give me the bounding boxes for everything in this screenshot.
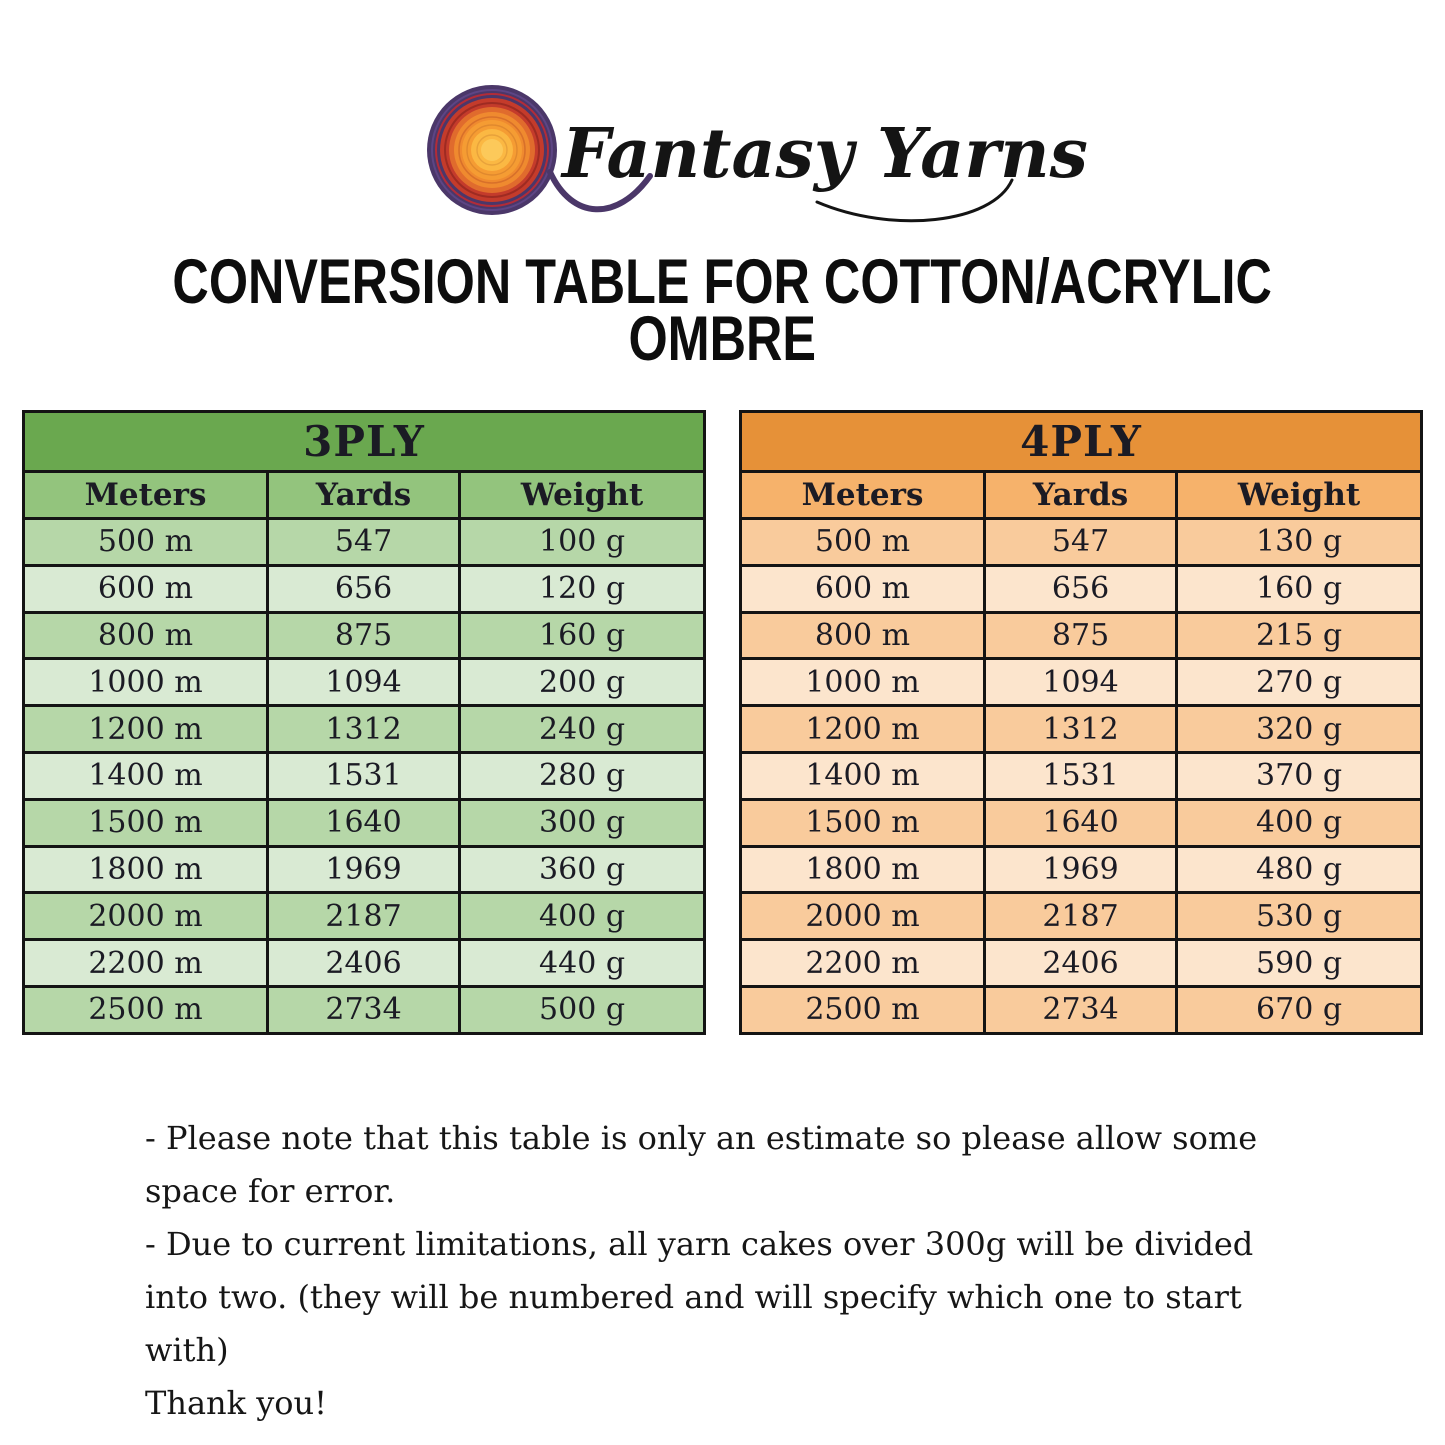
table-cell: 1800 m [741, 846, 985, 893]
yarn-ball-icon [412, 72, 1088, 237]
note-line: - Due to current limitations, all yarn cakes over 300g will be divided into two. (they will be numbered and will specify which one to start with) [145, 1225, 1254, 1369]
table-cell: 1200 m [741, 706, 985, 753]
page-title [0, 247, 1445, 374]
table-cell: 1094 [268, 659, 460, 706]
table-cell: 2500 m [741, 986, 985, 1033]
table-row [24, 799, 705, 846]
table-row [24, 893, 705, 940]
column-header: Yards [985, 472, 1177, 519]
table-columns-row [24, 472, 705, 519]
table-cell: 2187 [985, 893, 1177, 940]
table-cell: 670 g [1177, 986, 1422, 1033]
table-row [741, 565, 1422, 612]
table-title: 4PLY [741, 412, 1422, 472]
table-cell: 440 g [460, 940, 705, 987]
table-row [24, 986, 705, 1033]
table-cell: 1500 m [741, 799, 985, 846]
table-cell: 400 g [1177, 799, 1422, 846]
column-header: Meters [741, 472, 985, 519]
column-header: Meters [24, 472, 268, 519]
note-line: Thank you! [145, 1384, 328, 1422]
table-cell: 480 g [1177, 846, 1422, 893]
table-cell: 300 g [460, 799, 705, 846]
table-cell: 2500 m [24, 986, 268, 1033]
table-cell: 360 g [460, 846, 705, 893]
table-cell: 200 g [460, 659, 705, 706]
table-3ply [22, 410, 706, 1035]
table-cell: 1640 [268, 799, 460, 846]
table-row [741, 799, 1422, 846]
table-cell: 1312 [985, 706, 1177, 753]
table-cell: 500 g [460, 986, 705, 1033]
table-cell: 875 [268, 612, 460, 659]
table-row [741, 659, 1422, 706]
table-row [741, 986, 1422, 1033]
table-cell: 120 g [460, 565, 705, 612]
table-row [741, 519, 1422, 566]
table-row [24, 519, 705, 566]
table-cell: 1400 m [741, 752, 985, 799]
table-row [741, 706, 1422, 753]
table-row [741, 893, 1422, 940]
table-cell: 2734 [268, 986, 460, 1033]
table-cell: 1000 m [24, 659, 268, 706]
notes-block [145, 1112, 1315, 1430]
table-cell: 215 g [1177, 612, 1422, 659]
table-cell: 320 g [1177, 706, 1422, 753]
column-header: Weight [1177, 472, 1422, 519]
table-row [741, 752, 1422, 799]
table-title-row [24, 412, 705, 472]
brand-logo [412, 72, 1088, 237]
table-cell: 280 g [460, 752, 705, 799]
table-cell: 270 g [1177, 659, 1422, 706]
table-cell: 1531 [268, 752, 460, 799]
table-row [24, 940, 705, 987]
table-cell: 1800 m [24, 846, 268, 893]
table-cell: 1500 m [24, 799, 268, 846]
table-cell: 100 g [460, 519, 705, 566]
table-row [741, 940, 1422, 987]
table-row [24, 846, 705, 893]
note-line: - Please note that this table is only an estimate so please allow some space for error. [145, 1119, 1258, 1210]
table-cell: 1200 m [24, 706, 268, 753]
table-title: 3PLY [24, 412, 705, 472]
conversion-tables [22, 410, 1423, 1035]
table-cell: 2406 [268, 940, 460, 987]
table-cell: 547 [268, 519, 460, 566]
table-row [24, 565, 705, 612]
column-header: Yards [268, 472, 460, 519]
table-cell: 1094 [985, 659, 1177, 706]
table-cell: 500 m [741, 519, 985, 566]
table-cell: 240 g [460, 706, 705, 753]
table-cell: 530 g [1177, 893, 1422, 940]
table-columns-row [741, 472, 1422, 519]
table-row [24, 706, 705, 753]
table-cell: 500 m [24, 519, 268, 566]
table-cell: 590 g [1177, 940, 1422, 987]
table-row [741, 846, 1422, 893]
table-cell: 1000 m [741, 659, 985, 706]
table-cell: 800 m [24, 612, 268, 659]
table-cell: 547 [985, 519, 1177, 566]
table-title-row [741, 412, 1422, 472]
page-title-line2: OMBRE [628, 304, 817, 374]
table-cell: 875 [985, 612, 1177, 659]
table-row [24, 659, 705, 706]
table-cell: 400 g [460, 893, 705, 940]
table-cell: 1969 [985, 846, 1177, 893]
table-cell: 656 [268, 565, 460, 612]
table-row [24, 612, 705, 659]
table-cell: 2000 m [741, 893, 985, 940]
table-cell: 2200 m [741, 940, 985, 987]
table-cell: 2200 m [24, 940, 268, 987]
table-cell: 800 m [741, 612, 985, 659]
table-cell: 656 [985, 565, 1177, 612]
table-cell: 370 g [1177, 752, 1422, 799]
table-cell: 2406 [985, 940, 1177, 987]
table-row [741, 612, 1422, 659]
table-cell: 1640 [985, 799, 1177, 846]
table-cell: 600 m [24, 565, 268, 612]
table-cell: 2187 [268, 893, 460, 940]
table-cell: 160 g [460, 612, 705, 659]
table-cell: 1969 [268, 846, 460, 893]
page-title-line1: CONVERSION TABLE FOR COTTON/ACRYLIC [172, 247, 1273, 317]
table-cell: 2000 m [24, 893, 268, 940]
table-cell: 2734 [985, 986, 1177, 1033]
table-4ply [739, 410, 1423, 1035]
table-cell: 1312 [268, 706, 460, 753]
table-row [24, 752, 705, 799]
table-cell: 600 m [741, 565, 985, 612]
table-cell: 160 g [1177, 565, 1422, 612]
table-cell: 130 g [1177, 519, 1422, 566]
brand-name: Fantasy Yarns [562, 114, 1088, 194]
table-cell: 1531 [985, 752, 1177, 799]
table-cell: 1400 m [24, 752, 268, 799]
column-header: Weight [460, 472, 705, 519]
